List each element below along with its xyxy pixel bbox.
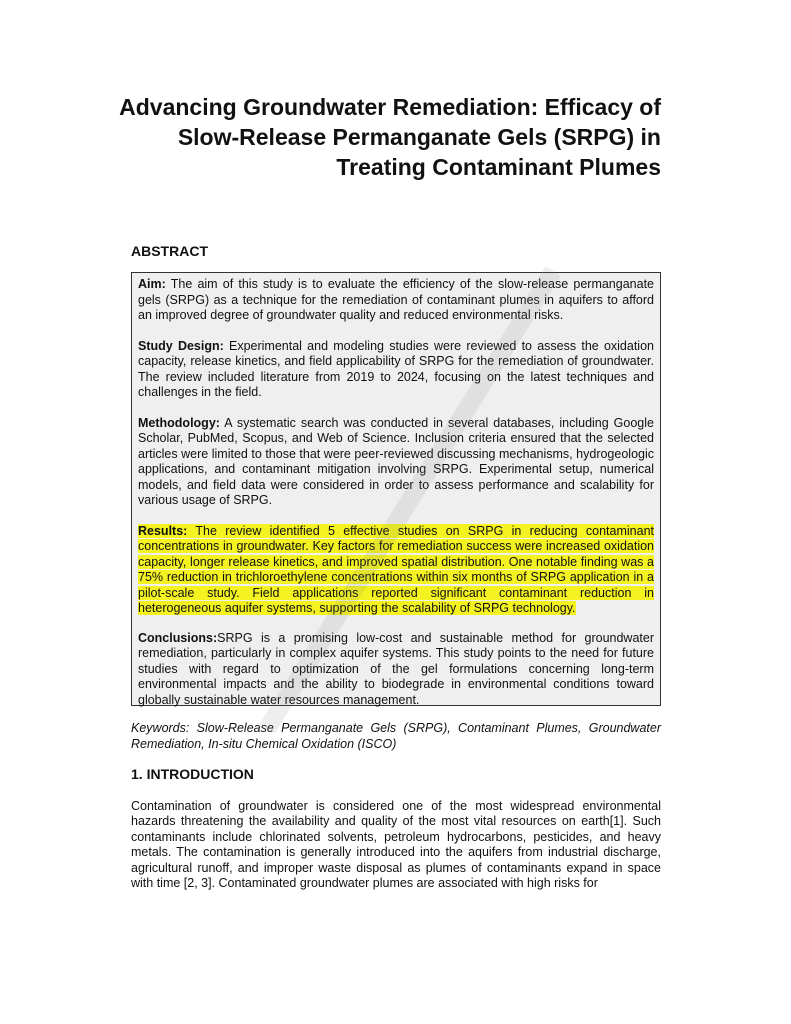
methodology-text: A systematic search was conducted in several databases, including Google Scholar, PubMed, Scopus, and Web of Science. Inclusion criteria ensured that the selected articles were limited to those that were peer-reviewed discussing mechanisms, hydrogeologic applications, and contaminant mitigation involving SRPG. Experimental setup, numerical models, and field data were considered in order to assess performance and scalability for various usage of SRPG. [138,415,654,507]
study-design-label: Study Design: [138,338,224,353]
results-label: Results: [138,523,188,538]
abstract-box [131,272,661,706]
abstract-results [138,524,654,617]
abstract-conclusions [138,631,654,709]
conclusions-label: Conclusions: [138,630,218,645]
keywords: Keywords: Slow-Release Permanganate Gels (SRPG), Contaminant Plumes, Groundwater Remediation, In-situ Chemical Oxidation (ISCO) [131,721,661,751]
abstract-methodology [138,416,654,509]
aim-text: The aim of this study is to evaluate the efficiency of the slow-release permanganate gels (SRPG) as a technique for the remediation of contaminant plumes in aquifers to afford an improved degree of groundwater quality and reduced environmental risks. [138,277,654,322]
methodology-label: Methodology: [138,415,220,430]
conclusions-text: SRPG is a promising low-cost and sustainable method for groundwater remediation, particularly in complex aquifer systems. This study points to the need for future studies with regard to optimization of the gel formulations concerning long-term environmental impacts and the ability to biodegrade in environmental conditions toward globally sustainable water resources management. [138,630,654,707]
study-design-text: Experimental and modeling studies were reviewed to assess the oxidation capacity, release kinetics, and field applicability of SRPG for the remediation of groundwater. The review included literature from 2019 to 2024, focusing on the latest techniques and challenges in the field. [138,338,654,399]
paper-title: Advancing Groundwater Remediation: Efficacy of Slow-Release Permanganate Gels (SRPG) in Treating Contaminant Plumes [119,94,661,180]
results-highlight [138,524,654,616]
results-text: The review identified 5 effective studies on SRPG in reducing contaminant concentrations in groundwater. Key factors for remediation success were increased oxidation capacity, longer release kinetics, and improved spatial distribution. One notable finding was a 75% reduction in trichloroethylene concentrations within six months of SRPG application in a pilot-scale study. Field applications reported significant contaminant reduction in heterogeneous aquifer systems, supporting the scalability of SRPG technology. [138,523,654,615]
abstract-aim [138,277,654,324]
abstract-study-design [138,339,654,401]
introduction-heading: 1. INTRODUCTION [131,766,254,782]
aim-label: Aim: [138,277,166,291]
introduction-body: Contamination of groundwater is considered one of the most widespread environmental hazards threatening the availability and quality of the most vital resources on earth[1]. Such contaminants include chlorinated solvents, petroleum hydrocarbons, pesticides, and heavy metals. The contamination is generally introduced into the aquifers from industrial discharge, agricultural runoff, and improper waste disposal as plumes of contaminants expand in space with time [2, 3]. Contaminated groundwater plumes are associated with high risks for [131,799,661,891]
abstract-heading: ABSTRACT [131,243,208,259]
